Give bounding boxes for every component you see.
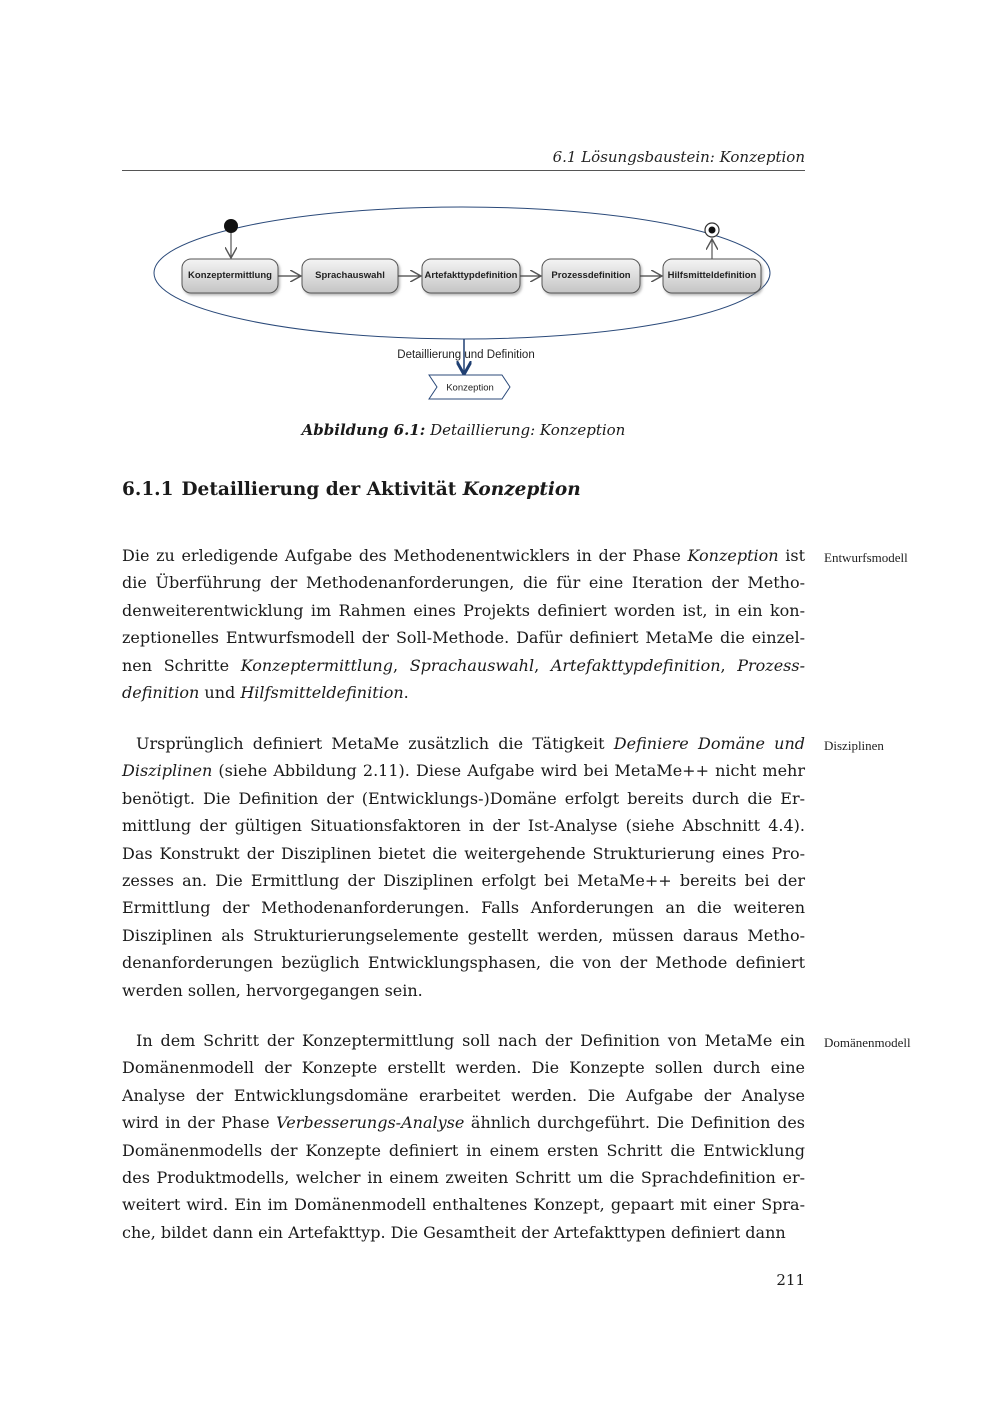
text-run: In dem Schritt der Konzeptermittlung soll nach der Definition von MetaMe ein xyxy=(136,1031,805,1050)
text-line xyxy=(122,812,805,839)
activity-label: Prozessdefinition xyxy=(551,270,631,281)
text-line xyxy=(122,1191,805,1218)
text-run: die Überführung der Methodenanforderungen, die für eine Iteration der Metho- xyxy=(122,573,805,593)
text-line xyxy=(122,624,805,651)
section-heading xyxy=(122,479,581,500)
text-run: Disziplinen als Strukturierungselemente gestellt werden, müssen daraus Metho- xyxy=(122,925,805,945)
text-run: mittlung der gültigen Situationsfaktoren in der Ist-Analyse (siehe Abschnitt 4.4). xyxy=(122,816,805,836)
text-line xyxy=(122,757,805,784)
caption-text: Detaillierung: Konzeption xyxy=(425,421,626,439)
text-run: che, bildet dann ein Artefakttyp. Die Gesamtheit der Artefakttypen definiert dann xyxy=(122,1222,786,1242)
text-line xyxy=(122,894,805,921)
text-line xyxy=(122,542,805,569)
text-line xyxy=(122,1054,805,1081)
text-line xyxy=(122,652,805,679)
text-line xyxy=(122,1027,805,1054)
text-line xyxy=(122,922,805,949)
text-line xyxy=(122,1219,805,1246)
emphasis: Konzeption xyxy=(687,546,779,565)
section-title-plain: Detaillierung der Aktivität xyxy=(181,479,463,500)
paragraph xyxy=(122,730,805,1004)
section-title-italic: Konzeption xyxy=(462,479,581,500)
text-line xyxy=(122,597,805,624)
text-run: weitert wird. Ein im Domänenmodell enthaltenes Konzept, gepaart mit einer Spra- xyxy=(122,1195,805,1215)
emphasis: Prozess- xyxy=(737,655,806,675)
running-header: 6.1 Lösungsbaustein: Konzeption xyxy=(122,148,805,171)
text-run: Domänenmodell der Konzepte erstellt werden. Die Konzepte sollen durch eine xyxy=(122,1058,805,1078)
text-run: ist xyxy=(778,546,806,565)
margin-note: Domänenmodell xyxy=(824,1035,911,1050)
text-run: Ursprünglich definiert MetaMe zusätzlich die Tätigkeit xyxy=(136,734,614,753)
text-run: denanforderungen bezüglich Entwicklungsphasen, die von der Methode definiert xyxy=(122,953,805,973)
figure-caption xyxy=(122,421,805,439)
emphasis: Hilfsmitteldefinition xyxy=(240,683,404,703)
activity-label: Hilfsmitteldefinition xyxy=(667,270,757,281)
activity-diagram xyxy=(150,200,780,410)
text-run: , xyxy=(392,655,410,675)
emphasis: Verbesserungs-Analyse xyxy=(276,1113,465,1133)
text-run: werden sollen, hervorgegangen sein. xyxy=(122,980,423,1000)
section-number: 6.1.1 xyxy=(122,479,174,500)
text-run: benötigt. Die Definition der (Entwicklungs-)Domäne erfolgt bereits durch die Er- xyxy=(122,788,805,808)
text-run: Analyse der Entwicklungsdomäne erarbeitet werden. Die Aufgabe der Analyse xyxy=(122,1085,805,1105)
text-run: nen Schritte xyxy=(122,655,241,675)
text-line xyxy=(122,1137,805,1164)
emphasis: Definiere Domäne und xyxy=(613,734,805,753)
text-run: Domänenmodells der Konzepte definiert in einem ersten Schritt die Entwicklung xyxy=(122,1140,805,1160)
text-run: (siehe Abbildung 2.11). Diese Aufgabe wird bei MetaMe++ nicht mehr xyxy=(212,761,805,781)
text-line xyxy=(122,977,805,1004)
text-run: zeptionelles Entwurfsmodell der Soll-Methode. Dafür definiert MetaMe die einzel- xyxy=(122,628,805,648)
activity-label: Konzeptermittlung xyxy=(188,270,272,281)
text-run: Die zu erledigende Aufgabe des Methodenentwicklers in der Phase xyxy=(122,546,688,565)
paragraph xyxy=(122,542,805,706)
text-line xyxy=(122,679,805,706)
text-run: ähnlich durchgeführt. Die Definition des xyxy=(464,1113,806,1133)
text-line xyxy=(122,949,805,976)
text-line xyxy=(122,867,805,894)
text-line xyxy=(122,730,805,757)
emphasis: Disziplinen xyxy=(122,761,213,781)
refinement-label: Detaillierung und Definition xyxy=(397,349,535,361)
activity-label: Artefakttypdefinition xyxy=(424,270,518,281)
emphasis: definition xyxy=(122,683,200,703)
text-run: , xyxy=(720,655,738,675)
text-run: . xyxy=(403,683,409,703)
emphasis: Artefakttypdefinition xyxy=(550,655,721,675)
text-run: und xyxy=(199,683,241,703)
text-run: , xyxy=(534,655,551,675)
text-run: Das Konstrukt der Disziplinen bietet die weitergehende Strukturierung eines Pro- xyxy=(122,843,805,863)
text-line xyxy=(122,840,805,867)
text-run: denweiterentwicklung im Rahmen eines Projekts definiert worden ist, in ein kon- xyxy=(122,600,805,620)
text-run: zesses an. Die Ermittlung der Disziplinen erfolgt bei MetaMe++ bereits bei der xyxy=(122,871,805,891)
paragraph xyxy=(122,1027,805,1246)
text-line xyxy=(122,1082,805,1109)
margin-note: Entwurfsmodell xyxy=(824,550,908,565)
phase-label: Konzeption xyxy=(446,382,494,394)
initial-node-icon xyxy=(224,219,238,233)
text-run: Ermittlung der Methodenanforderungen. Falls Anforderungen an die weiteren xyxy=(122,898,805,918)
page-number: 211 xyxy=(776,1271,805,1289)
text-line xyxy=(122,1109,805,1136)
margin-note: Disziplinen xyxy=(824,738,884,753)
text-run: des Produktmodells, welcher in einem zweiten Schritt um die Sprachdefinition er- xyxy=(122,1168,805,1188)
caption-label: Abbildung 6.1: xyxy=(301,421,426,439)
text-line xyxy=(122,1164,805,1191)
emphasis: Sprachauswahl xyxy=(409,655,535,675)
text-run: wird in der Phase xyxy=(122,1113,277,1133)
text-line xyxy=(122,785,805,812)
activity-label: Sprachauswahl xyxy=(315,270,385,281)
emphasis: Konzeptermittlung xyxy=(240,655,393,675)
text-line xyxy=(122,569,805,596)
